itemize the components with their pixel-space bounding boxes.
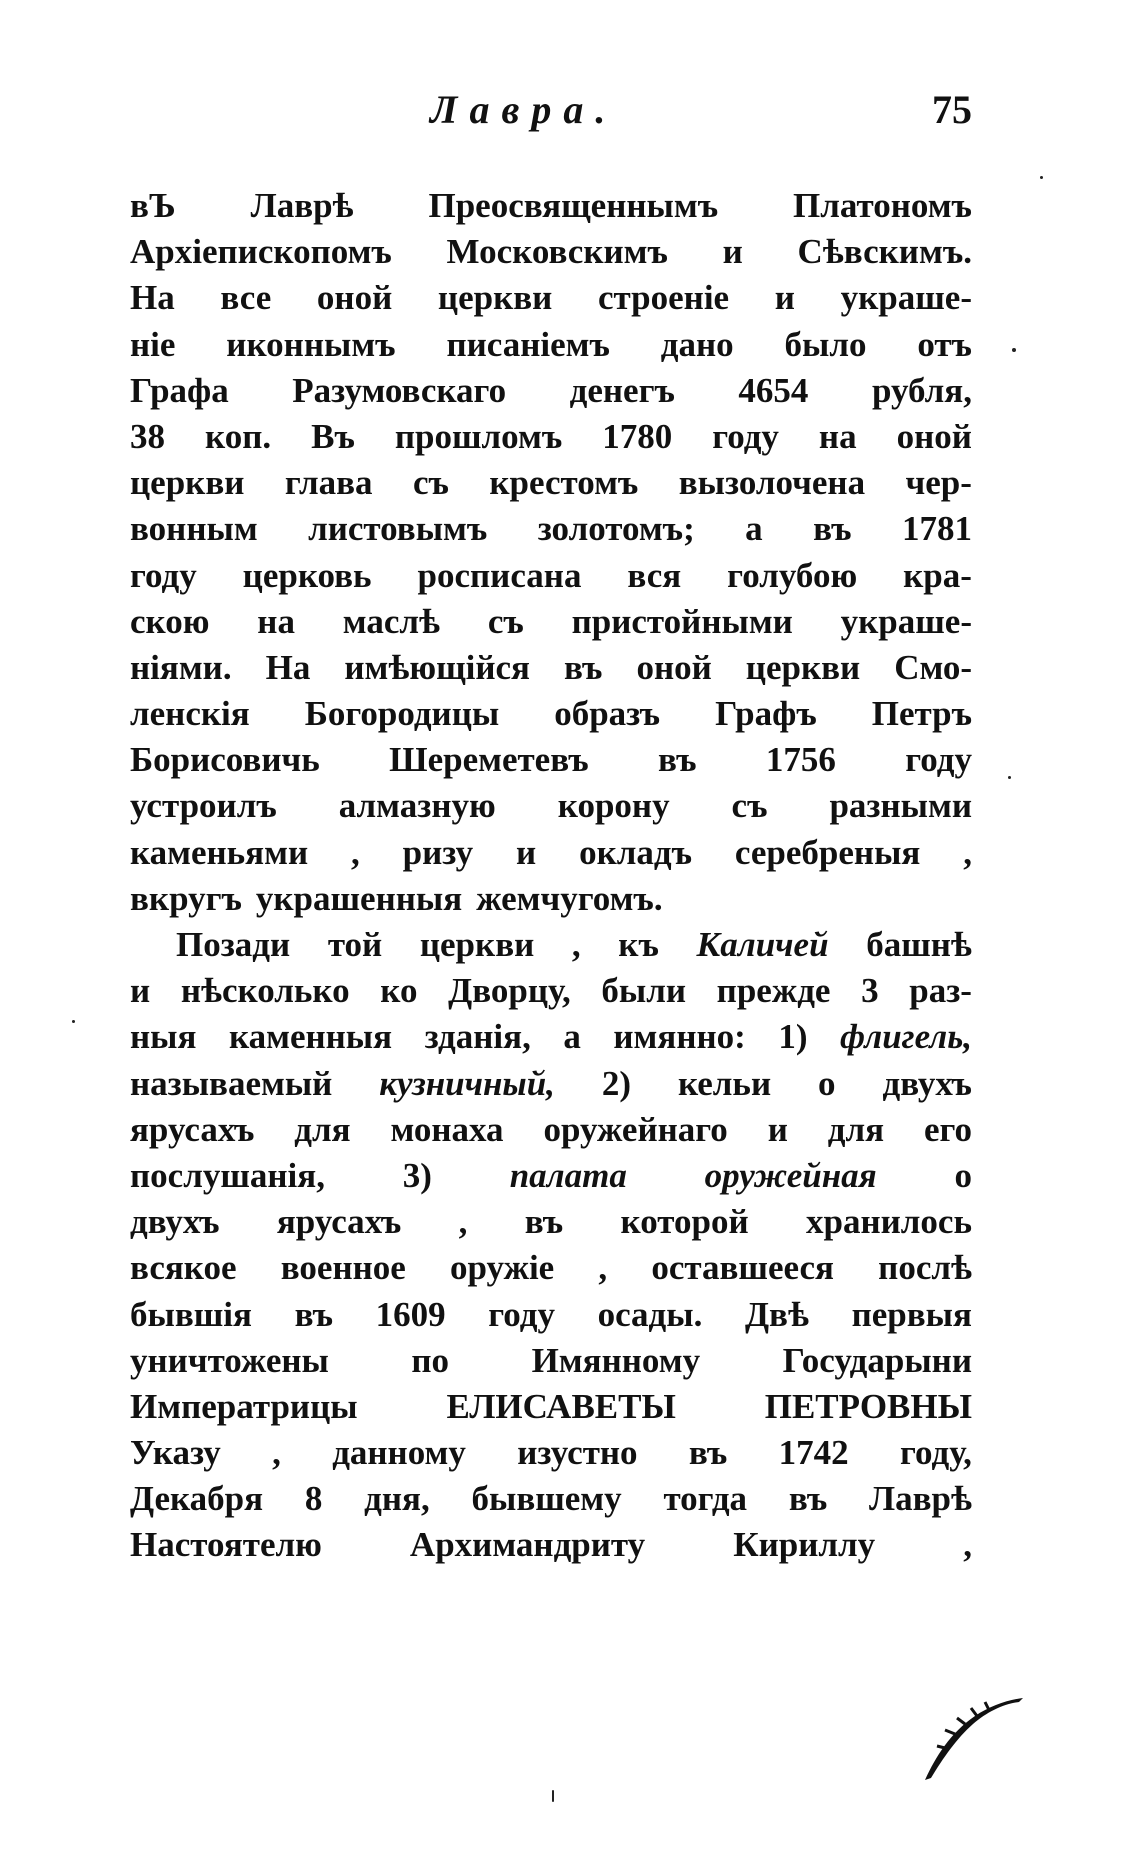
word: хранилось (805, 1202, 972, 1242)
word: , (458, 1202, 468, 1242)
word: Платономъ (793, 186, 972, 225)
word: оружіе (450, 1248, 555, 1288)
word: на (818, 416, 857, 456)
word: глава (284, 463, 373, 503)
word: Государыни (782, 1340, 972, 1380)
word: украше- (840, 278, 972, 318)
word: серебреныя (734, 832, 921, 872)
word: съ (412, 463, 449, 503)
word: году (905, 740, 972, 780)
word: церковь (242, 555, 372, 595)
text-line (130, 275, 972, 321)
text-line (130, 876, 972, 922)
word: Богородицы (304, 694, 500, 734)
word: въ (688, 1433, 728, 1473)
text-line (130, 414, 972, 460)
word: росписана (417, 555, 582, 595)
text-line (130, 460, 972, 506)
word: называемый (130, 1063, 333, 1103)
word: чер- (905, 463, 972, 503)
word: Имянному (531, 1340, 701, 1380)
word: осады. (597, 1294, 703, 1334)
word: кельи (677, 1063, 772, 1103)
text-line (130, 922, 972, 968)
word: въ (564, 647, 603, 687)
word: а (563, 1017, 581, 1057)
text-line (130, 1476, 972, 1522)
word: и (516, 832, 537, 872)
word: денегъ (569, 370, 675, 410)
text-line (130, 229, 972, 275)
word: нѣсколько (180, 971, 350, 1011)
word: оной (316, 278, 393, 318)
word: раз- (909, 971, 972, 1011)
word: разными (829, 786, 972, 826)
word: 1609 (375, 1294, 446, 1334)
text-line (130, 1107, 972, 1153)
word: въ (813, 509, 852, 549)
word: бывшія (130, 1294, 252, 1334)
word: окладъ (579, 832, 693, 872)
word: каменныя (228, 1017, 393, 1057)
word: зданія, (424, 1017, 531, 1057)
word: о (818, 1063, 836, 1103)
text-line (130, 1245, 972, 1291)
word: Разумовскаго (292, 370, 507, 410)
word: кузничный, (379, 1063, 555, 1103)
text-line (130, 1522, 972, 1568)
text-line (130, 691, 972, 737)
word: имѣющійся (344, 647, 530, 687)
word: были (601, 971, 687, 1011)
word: ПЕТРОВНЫ (764, 1386, 972, 1426)
word: коп. (204, 416, 272, 456)
page-speck (72, 1020, 75, 1023)
word: Указу (130, 1433, 221, 1473)
word: Петръ (871, 694, 972, 734)
word: въ (788, 1479, 828, 1519)
word: первыя (851, 1294, 972, 1334)
word: Декабря (130, 1479, 264, 1519)
word: украше- (840, 601, 972, 641)
page-header (130, 86, 972, 146)
word: Въ (311, 416, 355, 456)
word: 3 (861, 971, 879, 1011)
word: прежде (716, 971, 831, 1011)
text-line (130, 968, 972, 1014)
word: пристойными (571, 601, 793, 641)
text-line (130, 830, 972, 876)
word: вся (627, 555, 682, 595)
word: той (327, 925, 383, 964)
word: на (257, 601, 295, 641)
word: 1781 (901, 509, 972, 549)
text-line (130, 1384, 972, 1430)
word: и (722, 232, 743, 272)
text-line (130, 645, 972, 691)
text-line (130, 506, 972, 552)
word: алмазную (338, 786, 496, 826)
word: и (774, 278, 795, 318)
word: и (767, 1109, 788, 1149)
page-speck (1040, 176, 1043, 179)
text-line (130, 1292, 972, 1338)
word: голубою (727, 555, 858, 595)
word: Лаврѣ (250, 186, 354, 225)
word: всякое (130, 1248, 237, 1288)
text-line (130, 599, 972, 645)
word: устроилъ (130, 786, 277, 826)
word: послѣ (878, 1248, 972, 1288)
word: 1756 (765, 740, 836, 780)
word: Графа (130, 370, 229, 410)
word: ніями. (130, 647, 232, 687)
text-line (130, 553, 972, 599)
word: вонным (130, 509, 258, 549)
word: каменьями (130, 832, 309, 872)
word: году (130, 555, 197, 595)
word: Графъ (715, 694, 817, 734)
word: монаха (390, 1109, 504, 1149)
word: къ (618, 925, 659, 964)
word: кра- (903, 555, 972, 595)
page-number: 75 (932, 87, 972, 132)
word: церкви (419, 925, 535, 964)
word: золотомъ; (537, 509, 695, 549)
word: ризу (402, 832, 474, 872)
word: На (130, 278, 175, 318)
word: палата (509, 1155, 627, 1195)
text-line (130, 183, 972, 229)
word: году (712, 416, 779, 456)
text-line (130, 322, 972, 368)
text-line (130, 737, 972, 783)
text-line (130, 1430, 972, 1476)
word: его (923, 1109, 972, 1149)
word: послушанія, (130, 1155, 325, 1195)
word: прошломъ (394, 416, 563, 456)
word: двухъ (882, 1063, 972, 1103)
page-speck (1012, 348, 1016, 352)
word: жемчугомъ. (476, 878, 663, 918)
word: Позади (176, 925, 291, 964)
word: Каличей (696, 925, 829, 964)
word: листовымъ (308, 509, 488, 549)
text-line (130, 368, 972, 414)
word: корону (557, 786, 670, 826)
word: военное (280, 1248, 406, 1288)
running-title: Лавра. (430, 87, 618, 132)
word: Шереметевъ (389, 740, 589, 780)
word: Борисовичь (130, 740, 320, 780)
word: 8 (304, 1479, 323, 1519)
word: бывшему (471, 1479, 622, 1519)
page-speck (552, 1790, 554, 1802)
word: Смо- (894, 647, 972, 687)
word: , (963, 832, 972, 872)
word: , (272, 1433, 281, 1473)
word: Преосвященнымъ (428, 186, 719, 225)
word: было (784, 324, 867, 364)
word: образъ (554, 694, 661, 734)
page-speck (1008, 776, 1011, 779)
word: данному (332, 1433, 466, 1473)
word: Сѣвскимъ. (797, 232, 972, 272)
text-line (130, 1014, 972, 1060)
word: въ (524, 1202, 564, 1242)
word: ко (380, 971, 418, 1011)
word: году, (899, 1433, 972, 1473)
word: году (488, 1294, 555, 1334)
word: скою (130, 601, 210, 641)
word: Московскимъ (446, 232, 668, 272)
word: крестомъ (489, 463, 639, 503)
word: а (745, 509, 763, 549)
word: Кириллу (733, 1525, 876, 1565)
word: ЕЛИСАВЕТЫ (446, 1386, 676, 1426)
word: башнѣ (866, 925, 972, 964)
word: строеніе (598, 278, 730, 318)
word: ніе (130, 324, 176, 364)
word: для (827, 1109, 885, 1149)
word: украшенныя (255, 878, 463, 918)
word: рубля, (871, 370, 972, 410)
word: Двѣ (744, 1294, 809, 1334)
word: Архіепископомъ (130, 232, 392, 272)
word: , (598, 1248, 608, 1288)
body-text (130, 183, 972, 1569)
word: дано (660, 324, 734, 364)
word: уничтожены (130, 1340, 329, 1380)
word: , (571, 925, 581, 964)
word: флигель, (840, 1017, 972, 1057)
word: ленскія (130, 694, 250, 734)
word: оружейная (704, 1155, 877, 1195)
word: все (220, 278, 272, 318)
word: церкви (437, 278, 553, 318)
word: Лаврѣ (869, 1479, 972, 1519)
word: ярусахъ (276, 1202, 402, 1242)
word: , (351, 832, 360, 872)
word: изустно (517, 1433, 638, 1473)
word: иконнымъ (226, 324, 396, 364)
quill-mark-icon (915, 1688, 1025, 1788)
word: Дворцу, (448, 971, 571, 1011)
word: 1) (778, 1017, 808, 1057)
word: въ (658, 740, 697, 780)
word: маслѣ (342, 601, 441, 641)
word: 1780 (602, 416, 673, 456)
text-line (130, 1153, 972, 1199)
word: съ (731, 786, 768, 826)
word: На (265, 647, 311, 687)
word: Настоятелю (130, 1525, 322, 1565)
text-line (130, 1338, 972, 1384)
word: 38 (130, 416, 165, 456)
word: церкви (130, 463, 245, 503)
word: о (954, 1155, 972, 1195)
text-line (130, 1199, 972, 1245)
word: вкругъ (130, 878, 242, 918)
word: 4654 (738, 370, 809, 410)
word: для (294, 1109, 351, 1149)
word: Императрицы (130, 1386, 358, 1426)
word: 2) (601, 1063, 632, 1103)
word: 1742 (778, 1433, 849, 1473)
word: Архимандриту (409, 1525, 646, 1565)
word: двухъ (130, 1202, 220, 1242)
word: ярусахъ (130, 1109, 255, 1149)
word: по (411, 1340, 450, 1380)
word: церкви (745, 647, 861, 687)
word: , (963, 1525, 972, 1565)
word: писаніемъ (446, 324, 610, 364)
word: и (130, 971, 151, 1011)
word: 3) (402, 1155, 432, 1195)
word: дня, (364, 1479, 430, 1519)
text-line (130, 1061, 972, 1107)
word: оной (896, 416, 972, 456)
word: вЪ (130, 186, 176, 225)
word: оной (636, 647, 712, 687)
word: съ (487, 601, 524, 641)
word: ныя (130, 1017, 197, 1057)
word: въ (294, 1294, 333, 1334)
word: тогда (663, 1479, 748, 1519)
word: отъ (917, 324, 972, 364)
word: имянно: (613, 1017, 746, 1057)
word: оружейнаго (543, 1109, 728, 1149)
word: вызолочена (678, 463, 866, 503)
word: оставшееся (651, 1248, 834, 1288)
word: которой (620, 1202, 749, 1242)
text-line (130, 783, 972, 829)
